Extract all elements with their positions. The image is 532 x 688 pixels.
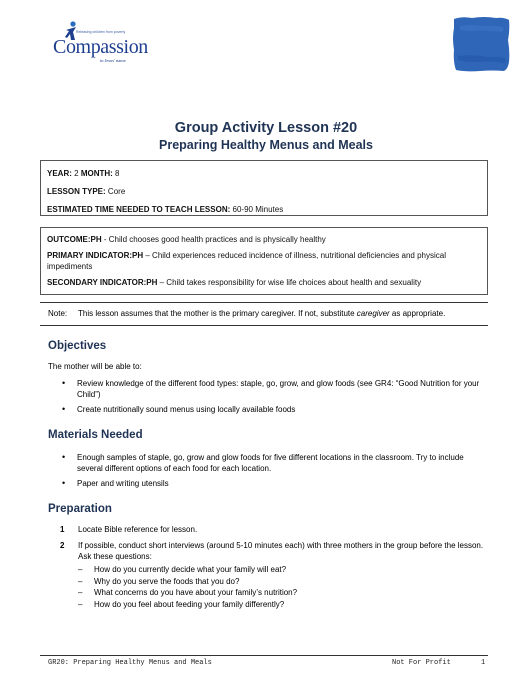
objectives-heading: Objectives: [48, 340, 107, 352]
list-item: [60, 524, 490, 535]
step-text: Locate Bible reference for lesson.: [78, 525, 198, 534]
secondary-indicator-line: [47, 277, 481, 288]
materials-heading: Materials Needed: [48, 429, 143, 441]
footer-lesson-name: GR20: Preparing Healthy Menus and Meals: [48, 659, 212, 667]
brand-square: [452, 16, 510, 72]
time-line: [47, 204, 481, 215]
outcome-line: [47, 234, 481, 245]
note-text-before: This lesson assumes that the mother is the primary caregiver. If not, substitute: [78, 309, 357, 318]
note-bottom-rule: [40, 325, 488, 326]
list-item: [60, 540, 490, 610]
primary-indicator-text: – Child experiences reduced incidence of illness, nutritional deficiencies and physical impediments: [47, 251, 446, 271]
indicators-box: [40, 227, 488, 295]
note-top-rule: [40, 302, 488, 303]
logo-tagline: Releasing children from poverty: [76, 30, 126, 34]
list-item: – Why do you serve the foods that you do?: [78, 576, 490, 588]
list-item: • Create nutritionally sound menus using locally available foods: [62, 404, 482, 415]
list-item: • Review knowledge of the different food types: staple, go, grow, and glow foods (see GR4: “Good Nutrition for your Child”): [62, 378, 482, 400]
lesson-type-value: Core: [107, 187, 126, 196]
logo-subline: in Jesus' name: [100, 58, 126, 63]
step-text: If possible, conduct short interviews (around 5-10 minutes each) with three mothers in the group before the lesson. Ask these questions:: [78, 541, 484, 561]
lesson-info-box: [40, 160, 488, 216]
secondary-indicator-text: – Child takes responsibility for wise life choices about health and sexuality: [157, 278, 422, 287]
materials-list: [62, 452, 482, 493]
note-label: Note:: [48, 309, 68, 318]
objectives-intro: The mother will be able to:: [48, 362, 142, 371]
step-number: 1: [60, 525, 65, 534]
list-item: • Paper and writing utensils: [62, 478, 482, 489]
footer-not-for-profit: Not For Profit: [392, 659, 451, 667]
primary-indicator-line: [47, 250, 481, 272]
objectives-list: [62, 378, 482, 419]
primary-indicator-label: PRIMARY INDICATOR:PH: [47, 251, 144, 260]
outcome-text: - Child chooses good health practices and is physically healthy: [101, 235, 326, 244]
note-text-italic: caregiver: [356, 309, 390, 318]
time-label: ESTIMATED TIME NEEDED TO TEACH LESSON:: [47, 205, 231, 214]
time-value: 60-90 Minutes: [232, 205, 284, 214]
caregiver-note: [48, 309, 445, 318]
footer-page-number: 1: [481, 659, 486, 667]
preparation-heading: Preparation: [48, 503, 112, 515]
year-label: YEAR:: [47, 169, 72, 178]
year-month-line: [47, 168, 481, 179]
list-item: – How do you feel about feeding your family differently?: [78, 599, 490, 611]
list-item: • Enough samples of staple, go, grow and glow foods for five different locations in the classroom. Try to include several different options of each food for each location.: [62, 452, 482, 474]
preparation-steps: [60, 524, 490, 615]
lesson-type-line: [47, 186, 481, 197]
secondary-indicator-label: SECONDARY INDICATOR:PH: [47, 278, 158, 287]
month-value: 8: [115, 169, 120, 178]
page-title: Group Activity Lesson #20: [174, 120, 358, 136]
step-number: 2: [60, 541, 65, 550]
interview-questions: [78, 564, 490, 610]
outcome-label: OUTCOME:PH: [47, 235, 102, 244]
list-item: – How do you currently decide what your family will eat?: [78, 564, 490, 576]
footer-rule: [40, 655, 488, 656]
note-text-after: as appropriate.: [389, 309, 446, 318]
page-subtitle: Preparing Healthy Menus and Meals: [159, 138, 373, 152]
year-value: 2: [74, 169, 79, 178]
logo-wordmark: Compassion: [53, 36, 148, 58]
list-item: – What concerns do you have about your family’s nutrition?: [78, 587, 490, 599]
lesson-type-label: LESSON TYPE:: [47, 187, 106, 196]
month-label: MONTH:: [80, 169, 113, 178]
